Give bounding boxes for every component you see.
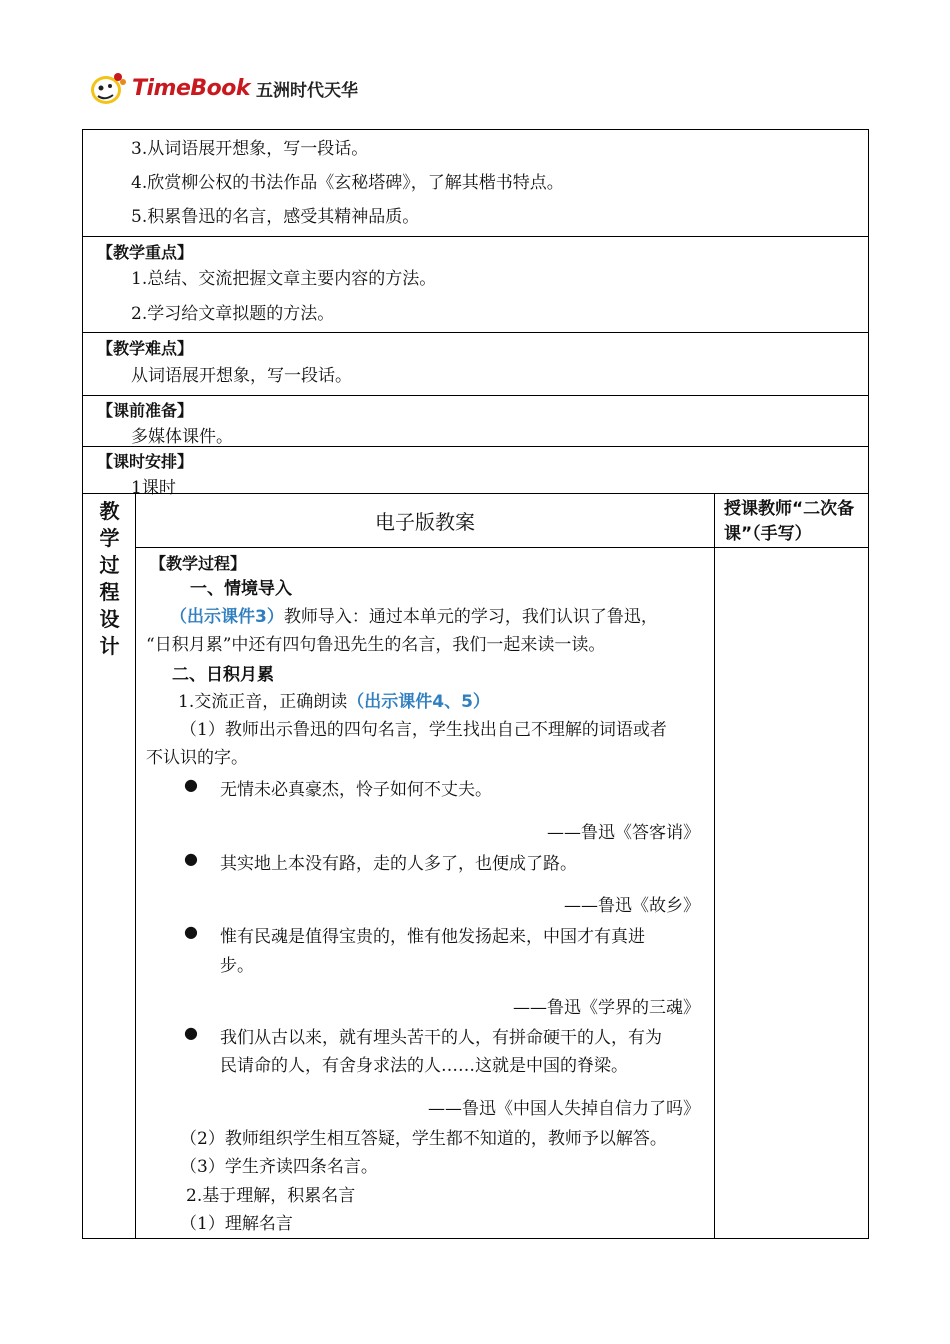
- step2-sub1: （1）理解名言: [180, 1214, 293, 1234]
- quote-1: 无情未必真豪杰，怜子如何不丈夫。: [220, 780, 492, 800]
- side-char: 设: [99, 607, 120, 631]
- para1-text-a: 教师导入：通过本单元的学习，我们认识了鲁迅，: [283, 607, 658, 627]
- objective-3: 3.从词语展开想象，写一段话。: [131, 139, 369, 159]
- quote-1-source: ——鲁迅《答客诮》: [547, 823, 700, 843]
- bullet-icon: ●: [184, 1023, 198, 1042]
- preparation-heading: 【课前准备】: [97, 401, 194, 420]
- step1-sub-a: （1）教师出示鲁迅的四句名言，学生找出自己不理解的词语或者: [180, 720, 667, 740]
- difficulties-text: 从词语展开想象，写一段话。: [131, 366, 352, 386]
- key-points-heading: 【教学重点】: [97, 243, 194, 262]
- side-title-column: [83, 494, 136, 1238]
- objective-4: 4.欣赏柳公权的书法作品《玄秘塔碑》，了解其楷书特点。: [131, 173, 564, 193]
- quote-3-source: ——鲁迅《学界的三魂》: [513, 998, 700, 1018]
- side-char: 程: [99, 580, 120, 604]
- section1-title: 一、情境导入: [190, 579, 292, 599]
- schedule-text: 1课时: [131, 478, 176, 498]
- key-points-row: [82, 236, 869, 332]
- center-title: 电子版教案: [375, 510, 475, 534]
- teacher-notes-column: [714, 494, 868, 1238]
- lesson-plan-table: [82, 129, 869, 497]
- key-point-1: 1.总结、交流把握文章主要内容的方法。: [131, 269, 437, 289]
- quote-4-b: 民请命的人，有舍身求法的人……这就是中国的脊梁。: [220, 1056, 628, 1076]
- bullet-icon: ●: [184, 775, 198, 794]
- quote-3-a: 惟有民魂是值得宝贵的，惟有他发扬起来，中国才有真进: [220, 927, 645, 947]
- step1-text: 1.交流正音，正确朗读: [178, 692, 348, 712]
- quote-3-b: 步。: [220, 956, 254, 976]
- courseware-tag: （出示课件3）: [170, 607, 284, 627]
- logo-brand-cn: 五洲时代天华: [256, 80, 359, 101]
- step2: 2.基于理解，积累名言: [186, 1186, 356, 1206]
- quote-2: 其实地上本没有路，走的人多了，也便成了路。: [220, 854, 577, 874]
- step1-sub3: （3）学生齐读四条名言。: [180, 1157, 378, 1177]
- side-char: 教: [99, 499, 120, 523]
- difficulties-row: [82, 332, 869, 395]
- step1-line: [178, 687, 490, 712]
- step1-sub2: （2）教师组织学生相互答疑，学生都不知道的，教师予以解答。: [180, 1129, 667, 1149]
- step1-sub-b: 不认识的字。: [146, 748, 248, 768]
- logo-brand-en: TimeBook: [132, 75, 251, 101]
- para1-line2: “日积月累”中还有四句鲁迅先生的名言，我们一起来读一读。: [146, 635, 606, 655]
- objectives-row: [82, 129, 869, 236]
- bullet-icon: ●: [184, 922, 198, 941]
- side-char: 过: [99, 553, 120, 577]
- objective-5: 5.积累鲁迅的名言，感受其精神品质。: [131, 207, 420, 227]
- difficulties-heading: 【教学难点】: [97, 339, 194, 358]
- bullet-icon: ●: [184, 849, 198, 868]
- courseware-tag: （出示课件4、5）: [347, 692, 490, 712]
- quote-2-source: ——鲁迅《故乡》: [564, 896, 700, 916]
- preparation-text: 多媒体课件。: [131, 427, 233, 447]
- side-title: [83, 498, 136, 660]
- quote-4-source: ——鲁迅《中国人失掉自信力了吗》: [428, 1099, 700, 1119]
- process-content: [136, 494, 714, 1238]
- section2-title: 二、日积月累: [172, 665, 274, 685]
- schedule-heading: 【课时安排】: [97, 452, 194, 471]
- side-char: 计: [99, 634, 120, 658]
- logo: [88, 68, 358, 108]
- right-title: 授课教师“二次备课”（手写）: [724, 499, 855, 544]
- process-heading: 【教学过程】: [150, 554, 247, 573]
- side-char: 学: [99, 526, 120, 550]
- key-point-2: 2.学习给文章拟题的方法。: [131, 304, 335, 324]
- schedule-row: [82, 446, 869, 497]
- preparation-row: [82, 395, 869, 446]
- para1-line1: [170, 602, 658, 627]
- process-table: [82, 493, 869, 1239]
- quote-4-a: 我们从古以来，就有埋头苦干的人，有拼命硬干的人，有为: [220, 1028, 662, 1048]
- timebook-logo-icon: [88, 68, 128, 108]
